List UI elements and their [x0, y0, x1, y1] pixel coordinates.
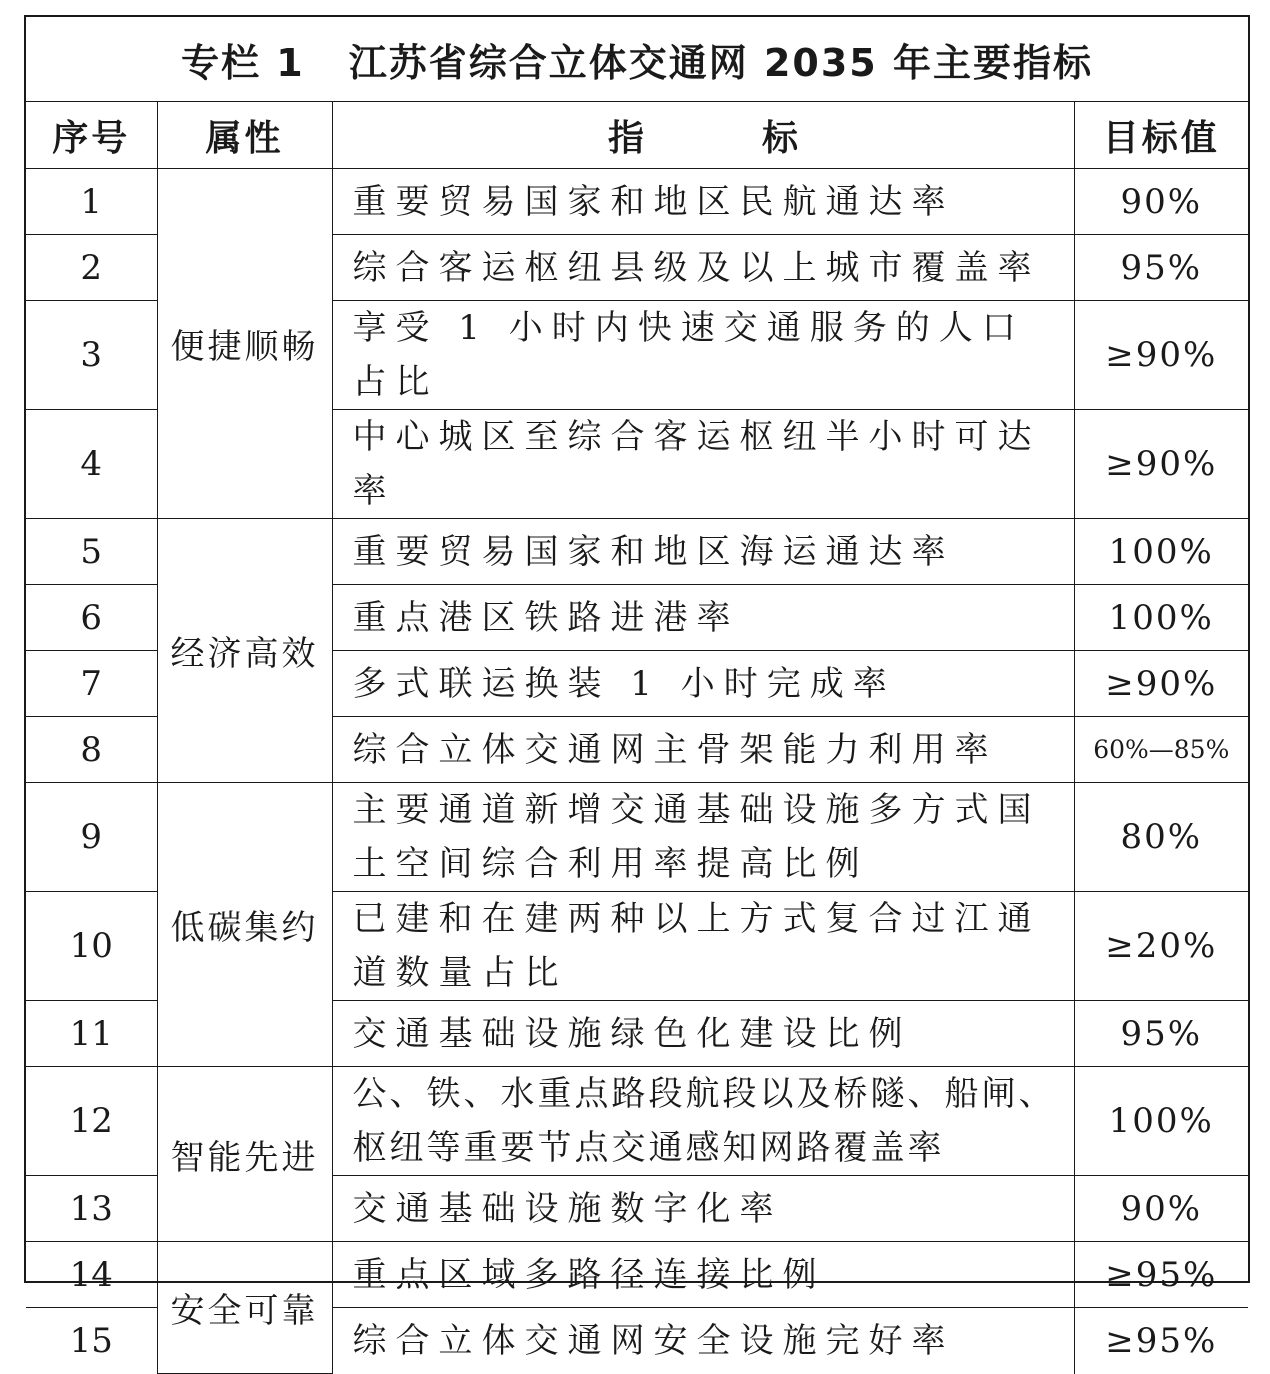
row-target: ≥90% [1074, 651, 1248, 717]
row-seq: 10 [26, 892, 157, 1001]
group-label: 智能先进 [157, 1067, 332, 1242]
row-seq: 1 [26, 169, 157, 235]
table-row [26, 1242, 1248, 1308]
row-indicator: 重要贸易国家和地区民航通达率 [332, 169, 1074, 235]
header-seq: 序号 [26, 102, 157, 169]
row-seq: 11 [26, 1001, 157, 1067]
header-attribute: 属性 [157, 102, 332, 169]
row-indicator: 已建和在建两种以上方式复合过江通道数量占比 [332, 892, 1074, 1001]
row-target: 90% [1074, 169, 1248, 235]
row-target: 100% [1074, 585, 1248, 651]
row-seq: 7 [26, 651, 157, 717]
row-indicator: 综合立体交通网主骨架能力利用率 [332, 717, 1074, 783]
row-indicator: 重点港区铁路进港率 [332, 585, 1074, 651]
table-title [26, 17, 1248, 102]
row-seq: 12 [26, 1067, 157, 1176]
row-indicator: 重点区域多路径连接比例 [332, 1242, 1074, 1308]
indicator-table-frame [24, 15, 1250, 1361]
row-seq: 4 [26, 410, 157, 519]
header-indicator: 指标 [332, 102, 1074, 169]
table-row [26, 1067, 1248, 1176]
group-label: 安全可靠 [157, 1242, 332, 1374]
row-indicator: 多式联运换装 1 小时完成率 [332, 651, 1074, 717]
row-seq: 14 [26, 1242, 157, 1308]
row-seq: 9 [26, 783, 157, 892]
table-row [26, 519, 1248, 585]
row-indicator: 中心城区至综合客运枢纽半小时可达率 [332, 410, 1074, 519]
row-indicator: 主要通道新增交通基础设施多方式国土空间综合利用率提高比例 [332, 783, 1074, 892]
indicator-table [26, 17, 1248, 1374]
row-indicator: 综合客运枢纽县级及以上城市覆盖率 [332, 235, 1074, 301]
row-target: ≥90% [1074, 301, 1248, 410]
row-target: ≥90% [1074, 410, 1248, 519]
row-seq: 6 [26, 585, 157, 651]
row-seq: 15 [26, 1308, 157, 1374]
row-target: 95% [1074, 1001, 1248, 1067]
row-target: 100% [1074, 1067, 1248, 1176]
row-indicator: 享受 1 小时内快速交通服务的人口占比 [332, 301, 1074, 410]
row-target: 90% [1074, 1176, 1248, 1242]
table-row [26, 169, 1248, 235]
row-indicator: 交通基础设施数字化率 [332, 1176, 1074, 1242]
row-seq: 2 [26, 235, 157, 301]
group-label: 便捷顺畅 [157, 169, 332, 519]
header-row [26, 102, 1248, 169]
row-indicator: 交通基础设施绿色化建设比例 [332, 1001, 1074, 1067]
row-indicator: 重要贸易国家和地区海运通达率 [332, 519, 1074, 585]
group-label: 低碳集约 [157, 783, 332, 1067]
header-target: 目标值 [1074, 102, 1248, 169]
title-prefix: 专栏 1 [181, 40, 305, 85]
table-row [26, 783, 1248, 892]
row-seq: 5 [26, 519, 157, 585]
group-label: 经济高效 [157, 519, 332, 783]
row-target: 95% [1074, 235, 1248, 301]
row-target: ≥95% [1074, 1308, 1248, 1374]
row-target: 100% [1074, 519, 1248, 585]
title-row [26, 17, 1248, 102]
row-target: ≥20% [1074, 892, 1248, 1001]
title-main: 江苏省综合立体交通网 2035 年主要指标 [348, 40, 1093, 85]
row-indicator: 公、铁、水重点路段航段以及桥隧、船闸、枢纽等重要节点交通感知网路覆盖率 [332, 1067, 1074, 1176]
row-seq: 8 [26, 717, 157, 783]
row-target: ≥95% [1074, 1242, 1248, 1308]
row-seq: 13 [26, 1176, 157, 1242]
row-target: 60%—85% [1074, 717, 1248, 783]
row-seq: 3 [26, 301, 157, 410]
row-target: 80% [1074, 783, 1248, 892]
row-indicator: 综合立体交通网安全设施完好率 [332, 1308, 1074, 1374]
